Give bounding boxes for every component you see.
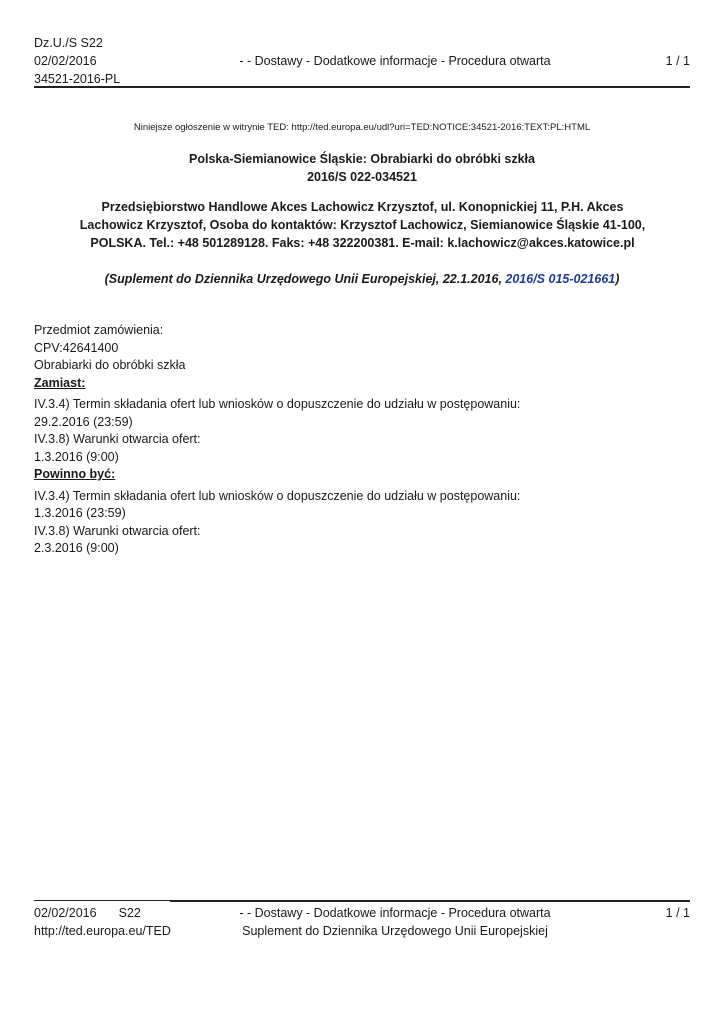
header-reference-block — [34, 34, 120, 88]
notice-title-number: 2016/S 022-034521 — [307, 170, 417, 184]
header-divider — [34, 86, 690, 88]
footer-notice-type: - - Dostawy - Dodatkowe informacje - Procedura otwarta — [239, 906, 551, 920]
instead-opening-label: IV.3.8) Warunki otwarcia ofert: — [34, 432, 201, 446]
contracting-authority-line: Przedsiębiorstwo Handlowe Akces Lachowicz Krzysztof, ul. Konopnickiej 11, P.H. Akces — [101, 200, 624, 214]
ted-notice-link[interactable]: Niniejsze ogłoszenie w witrynie TED: http://ted.europa.eu/udl?uri=TED:NOTICE:34521-2016:TEXT:PL:HTML — [133, 122, 591, 133]
should-be-heading: Powinno być: — [34, 467, 116, 481]
subject-label: Przedmiot zamówienia: — [34, 323, 164, 337]
notice-title — [34, 150, 690, 186]
contracting-authority — [60, 198, 665, 252]
instead-opening-value: 1.3.2016 (9:00) — [34, 449, 119, 464]
supplement-suffix: ) — [615, 272, 620, 286]
instead-deadline-label: IV.3.4) Termin składania ofert lub wniosków o dopuszczenie do udziału w postępowaniu: — [34, 397, 521, 411]
footer-ted-link[interactable]: http://ted.europa.eu/TED — [34, 924, 171, 938]
contracting-authority-line: POLSKA. Tel.: +48 501289128. Faks: +48 322200381. E-mail: k.lachowicz@akces.katowice.pl — [90, 236, 635, 250]
footer-page-number: 1 / 1 — [665, 906, 690, 920]
notice-body — [34, 322, 674, 558]
footer-journal-code: S22 — [118, 906, 141, 920]
should-be-deadline-label: IV.3.4) Termin składania ofert lub wniosków o dopuszczenie do udziału w postępowaniu: — [34, 488, 521, 503]
original-notice-link[interactable]: 2016/S 015-021661 — [505, 272, 616, 286]
header-notice-type: - - Dostawy - Dodatkowe informacje - Procedura otwarta — [239, 54, 551, 68]
notice-number: 34521-2016-PL — [34, 72, 121, 86]
instead-heading: Zamiast: — [34, 375, 86, 390]
contracting-authority-line: Lachowicz Krzysztof, Osoba do kontaktów: Krzysztof Lachowicz, Siemianowice Śląskie 41-100, — [79, 218, 646, 232]
footer-supplement-title: Suplement do Dziennika Urzędowego Unii Europejskiej — [242, 924, 548, 938]
should-be-opening-value: 2.3.2016 (9:00) — [34, 541, 119, 555]
footer-reference-block — [34, 904, 171, 940]
notice-title-line: Polska-Siemianowice Śląskie: Obrabiarki do obróbki szkła — [189, 152, 535, 166]
should-be-opening-label: IV.3.8) Warunki otwarcia ofert: — [34, 523, 201, 538]
supplement-prefix: (Suplement do Dziennika Urzędowego Unii Europejskiej, 22.1.2016, — [104, 272, 506, 286]
should-be-deadline-value: 1.3.2016 (23:59) — [34, 506, 126, 520]
footer-center-block — [190, 904, 600, 940]
supplement-reference — [34, 270, 690, 288]
header-page-number: 1 / 1 — [665, 54, 690, 68]
footer-date: 02/02/2016 — [34, 906, 97, 920]
cpv-code: CPV:42641400 — [34, 340, 119, 355]
journal-issue: Dz.U./S S22 — [34, 36, 103, 50]
footer-divider-left — [34, 900, 170, 901]
subject-description: Obrabiarki do obróbki szkła — [34, 358, 186, 372]
instead-deadline-value: 29.2.2016 (23:59) — [34, 414, 133, 429]
publication-date: 02/02/2016 — [34, 54, 97, 68]
footer-divider-right — [170, 900, 690, 902]
